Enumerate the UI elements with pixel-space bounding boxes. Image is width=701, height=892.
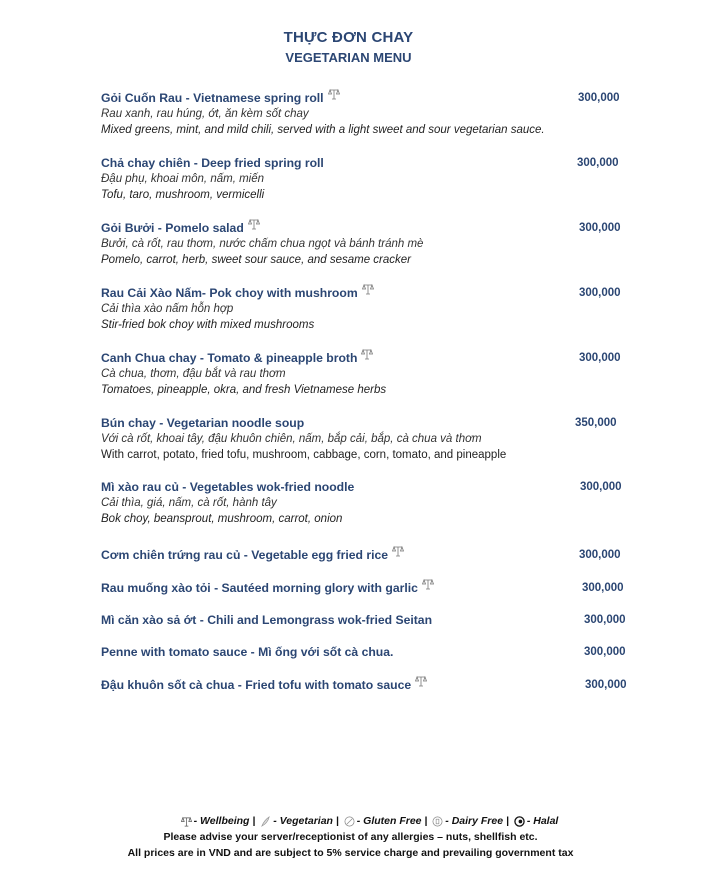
menu-item-price: 300,000 bbox=[580, 481, 622, 493]
legend-dairy-free: - Dairy Free | bbox=[445, 815, 509, 827]
menu-item-name: Gỏi Bưởi - Pomelo salad bbox=[101, 221, 244, 235]
wellbeing-icon bbox=[362, 283, 374, 295]
menu-item bbox=[101, 220, 641, 268]
menu-item-name: Rau muống xào tỏi - Sautéed morning glory with garlic bbox=[101, 581, 418, 595]
menu-item-vietnamese-desc: Cà chua, thơm, đậu bắt và rau thơm bbox=[101, 368, 286, 380]
menu-item-price: 300,000 bbox=[584, 614, 626, 626]
leaf-icon bbox=[260, 816, 271, 827]
menu-item-price: 300,000 bbox=[578, 92, 620, 104]
wellbeing-icon bbox=[392, 545, 404, 557]
menu-item-english-desc: Stir-fried bok choy with mixed mushrooms bbox=[101, 319, 315, 331]
menu-item-price: 300,000 bbox=[579, 222, 621, 234]
menu-item-name: Penne with tomato sauce - Mì ống với sốt cà chua. bbox=[101, 645, 394, 659]
wellbeing-icon bbox=[415, 675, 427, 687]
legend-wellbeing: - Wellbeing | bbox=[193, 815, 256, 827]
menu-item-name: Chả chay chiên - Deep fried spring roll bbox=[101, 156, 324, 170]
menu-item-english-desc: Pomelo, carrot, herb, sweet sour sauce, and sesame cracker bbox=[101, 254, 412, 266]
menu-item-name: Mì xào rau củ - Vegetables wok-fried noodle bbox=[101, 480, 355, 494]
menu-item-name: Bún chay - Vegetarian noodle soup bbox=[101, 416, 305, 430]
menu-item-vietnamese-desc: Với cà rốt, khoai tây, đậu khuôn chiên, nấm, bắp cải, bắp, cà chua và thơm bbox=[101, 433, 482, 445]
wellbeing-icon bbox=[422, 578, 434, 590]
menu-item bbox=[101, 350, 641, 398]
menu-item-price: 300,000 bbox=[579, 287, 621, 299]
menu-item-price: 300,000 bbox=[582, 582, 624, 594]
allergy-note: Please advise your server/receptionist of any allergies – nuts, shellfish etc. bbox=[163, 831, 538, 843]
menu-item bbox=[101, 479, 641, 527]
menu-item-price: 300,000 bbox=[577, 157, 619, 169]
wellbeing-icon bbox=[328, 88, 340, 100]
menu-item-english-desc: With carrot, potato, fried tofu, mushroom, cabbage, corn, tomato, and pineapple bbox=[101, 449, 507, 461]
legend-halal: - Halal bbox=[526, 815, 559, 827]
wellbeing-icon bbox=[361, 348, 373, 360]
menu-title-english: VEGETARIAN MENU bbox=[285, 50, 412, 65]
legend-vegetarian: - Vegetarian | bbox=[273, 815, 339, 827]
menu-item bbox=[101, 547, 641, 563]
menu-item bbox=[101, 612, 641, 628]
menu-item-name: Gỏi Cuốn Rau - Vietnamese spring roll bbox=[101, 91, 324, 105]
menu-item-price: 300,000 bbox=[579, 549, 621, 561]
menu-item bbox=[101, 677, 641, 693]
menu-item-vietnamese-desc: Đậu phụ, khoai môn, nấm, miến bbox=[101, 173, 265, 185]
dairy-free-icon bbox=[432, 816, 443, 827]
menu-item bbox=[101, 644, 641, 660]
menu-item-vietnamese-desc: Cải thìa, giá, nấm, cà rốt, hành tây bbox=[101, 497, 277, 509]
menu-item-vietnamese-desc: Rau xanh, rau húng, ớt, ăn kèm sốt chay bbox=[101, 108, 309, 120]
menu-item-english-desc: Bok choy, beansprout, mushroom, carrot, onion bbox=[101, 513, 343, 525]
gluten-free-icon bbox=[344, 816, 355, 827]
price-note: All prices are in VND and are subject to 5% service charge and prevailing government tax bbox=[127, 847, 574, 859]
menu-item-price: 300,000 bbox=[585, 679, 627, 691]
menu-item bbox=[101, 90, 641, 138]
menu-item-name: Đậu khuôn sốt cà chua - Fried tofu with tomato sauce bbox=[101, 678, 412, 692]
menu-title-vietnamese: THỰC ĐƠN CHAY bbox=[283, 29, 414, 46]
menu-item-name: Rau Cải Xào Nấm- Pok choy with mushroom bbox=[101, 286, 358, 300]
legend-gluten-free: - Gluten Free | bbox=[356, 815, 428, 827]
dietary-legend bbox=[36, 813, 701, 829]
menu-item-price: 300,000 bbox=[584, 646, 626, 658]
menu-item-name: Canh Chua chay - Tomato & pineapple broth bbox=[101, 351, 358, 365]
menu-item-name: Cơm chiên trứng rau củ - Vegetable egg fried rice bbox=[101, 548, 389, 562]
menu-footer bbox=[0, 813, 701, 861]
menu-item bbox=[101, 155, 641, 203]
menu-item-vietnamese-desc: Cải thìa xào nấm hỗn hợp bbox=[101, 303, 234, 315]
menu-item-name: Mì căn xào sả ớt - Chili and Lemongrass wok-fried Seitan bbox=[101, 613, 433, 627]
menu-item-english-desc: Tomatoes, pineapple, okra, and fresh Vietnamese herbs bbox=[101, 384, 387, 396]
menu-item-english-desc: Mixed greens, mint, and mild chili, served with a light sweet and sour vegetarian sauce. bbox=[101, 124, 545, 136]
menu-item bbox=[101, 580, 641, 596]
halal-icon bbox=[514, 816, 525, 827]
menu-item-english-desc: Tofu, taro, mushroom, vermicelli bbox=[101, 189, 265, 201]
wellbeing-icon bbox=[248, 218, 260, 230]
menu-header bbox=[0, 28, 701, 68]
menu-item-price: 300,000 bbox=[579, 352, 621, 364]
menu-item bbox=[101, 415, 641, 463]
menu-item bbox=[101, 285, 641, 333]
menu-item-vietnamese-desc: Bưởi, cà rốt, rau thơm, nước chấm chua ngọt và bánh tránh mè bbox=[101, 238, 424, 250]
menu-item-price: 350,000 bbox=[575, 417, 617, 429]
wellbeing-icon bbox=[181, 816, 192, 827]
